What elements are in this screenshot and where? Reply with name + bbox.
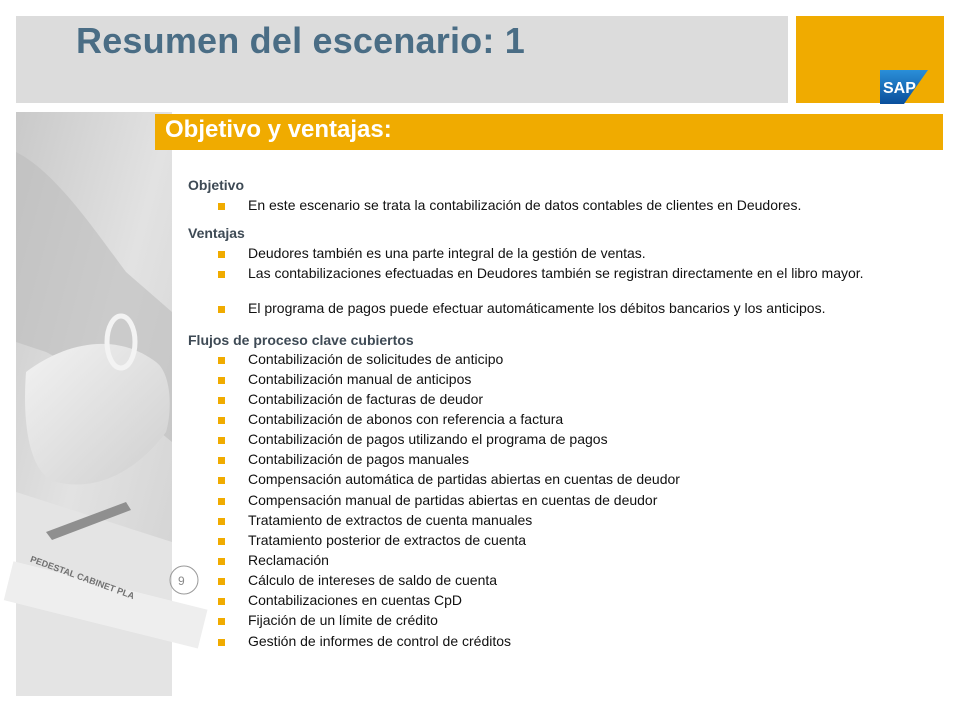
bullet-icon: [218, 518, 225, 525]
sap-logo: [880, 70, 928, 104]
bullet-icon: [218, 618, 225, 625]
bullet-icon: [218, 639, 225, 646]
bullet-icon: [218, 357, 225, 364]
bullet-icon: [218, 377, 225, 384]
objective-item-text: En este escenario se trata la contabilización de datos contables de clientes en Deudores.: [248, 197, 802, 213]
bullet-icon: [218, 457, 225, 464]
flow-item-text: Gestión de informes de control de créditos: [248, 633, 512, 649]
flow-item-text: Fijación de un límite de crédito: [248, 612, 438, 628]
benefits-heading: Ventajas: [188, 225, 245, 241]
flow-item-text: Contabilización de facturas de deudor: [248, 391, 484, 407]
flow-item-text: Contabilización de pagos manuales: [248, 451, 470, 467]
bullet-icon: [218, 251, 225, 258]
bullet-icon: [218, 437, 225, 444]
bullet-icon: [218, 558, 225, 565]
section-title: Objetivo y ventajas:: [165, 116, 392, 143]
folder-label: PEDESTAL CABINET PLA: [28, 553, 136, 602]
tab-number: 9: [178, 574, 185, 588]
objective-heading: Objetivo: [188, 177, 245, 193]
bullet-icon: [218, 271, 225, 278]
flow-item-text: Contabilizaciones en cuentas CpD: [248, 592, 463, 608]
bullet-icon: [218, 306, 225, 313]
bullet-icon: [218, 598, 225, 605]
bullet-icon: [218, 203, 225, 210]
flow-item-text: Cálculo de intereses de saldo de cuenta: [248, 572, 498, 588]
sap-logo-text: SAP: [883, 80, 916, 97]
bullet-icon: [218, 498, 225, 505]
bullet-icon: [218, 477, 225, 484]
background-photo: [16, 112, 185, 696]
flow-item-text: Compensación automática de partidas abiertas en cuentas de deudor: [248, 471, 680, 487]
flow-item-text: Tratamiento posterior de extractos de cuenta: [248, 532, 527, 548]
bullet-icon: [218, 417, 225, 424]
flow-item-text: Contabilización de solicitudes de anticipo: [248, 351, 504, 367]
benefit-item-text: Las contabilizaciones efectuadas en Deudores también se registran directamente en el libro mayor.: [248, 265, 864, 281]
flows-heading: Flujos de proceso clave cubiertos: [188, 332, 414, 348]
bullet-icon: [218, 538, 225, 545]
benefit-item-text: Deudores también es una parte integral de la gestión de ventas.: [248, 245, 646, 261]
flow-item-text: Contabilización de pagos utilizando el programa de pagos: [248, 431, 608, 447]
bullet-icon: [218, 578, 225, 585]
flow-item-text: Tratamiento de extractos de cuenta manuales: [248, 512, 533, 528]
page-title: Resumen del escenario: 1: [76, 20, 525, 61]
section-banner: [155, 114, 943, 150]
flow-item-text: Contabilización manual de anticipos: [248, 371, 472, 387]
flow-item-text: Reclamación: [248, 552, 329, 568]
bullet-icon: [218, 397, 225, 404]
benefit-item-text: El programa de pagos puede efectuar automáticamente los débitos bancarios y los anticipos.: [248, 300, 826, 316]
title-bar: [16, 16, 788, 103]
flow-item-text: Compensación manual de partidas abiertas en cuentas de deudor: [248, 492, 658, 508]
flow-item-text: Contabilización de abonos con referencia a factura: [248, 411, 564, 427]
